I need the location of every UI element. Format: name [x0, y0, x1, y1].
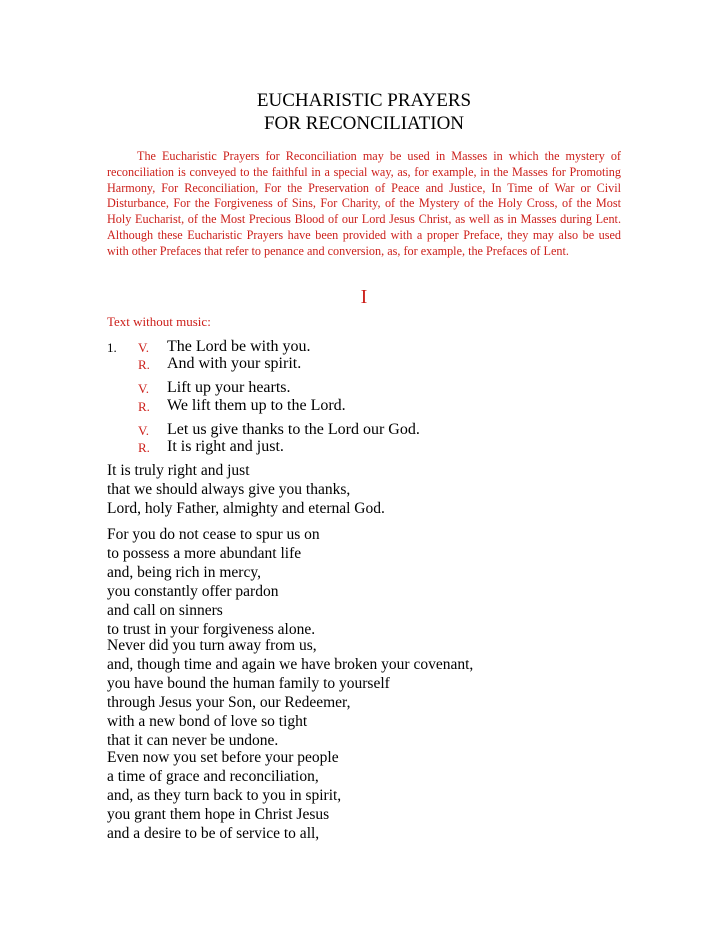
prayer-line: you grant them hope in Christ Jesus: [107, 806, 330, 823]
versicle-label: V.: [138, 423, 149, 438]
prayer-line: to possess a more abundant life: [107, 545, 302, 562]
dialogue-text: We lift them up to the Lord.: [167, 397, 346, 414]
prayer-line: It is truly right and just: [107, 462, 250, 479]
prayer-line: Lord, holy Father, almighty and eternal God.: [107, 500, 385, 517]
document-title-line-2: FOR RECONCILIATION: [263, 113, 465, 134]
dialogue-text: Let us give thanks to the Lord our God.: [167, 421, 420, 438]
prayer-line: and, being rich in mercy,: [107, 564, 261, 581]
text-without-music-label: Text without music:: [107, 314, 211, 329]
prayer-line: and, though time and again we have broken your covenant,: [107, 656, 474, 673]
dialogue-text: And with your spirit.: [167, 355, 302, 372]
prayer-line: and call on sinners: [107, 602, 223, 619]
prayer-line: to trust in your forgiveness alone.: [107, 621, 316, 638]
prayer-line: that it can never be undone.: [107, 732, 279, 749]
prayer-line: and, as they turn back to you in spirit,: [107, 787, 342, 804]
document-title-line-1: EUCHARISTIC PRAYERS: [256, 90, 472, 111]
prayer-stanza: [107, 636, 473, 750]
prayer-stanza: [107, 525, 320, 639]
prayer-line: through Jesus your Son, our Redeemer,: [107, 694, 351, 711]
prayer-line: you have bound the human family to yourself: [107, 675, 390, 692]
section-numeral: I: [360, 286, 368, 308]
prayer-line: Even now you set before your people: [107, 749, 339, 766]
prayer-line: that we should always give you thanks,: [107, 481, 351, 498]
prayer-line: For you do not cease to spur us on: [107, 526, 320, 543]
dialogue-text: It is right and just.: [167, 438, 284, 455]
prayer-stanza: [107, 461, 385, 518]
response-label: R.: [138, 440, 150, 455]
response-label: R.: [138, 357, 150, 372]
prayer-line: a time of grace and reconciliation,: [107, 768, 319, 785]
versicle-label: V.: [138, 381, 149, 396]
prayer-line: you constantly offer pardon: [107, 583, 279, 600]
prayer-line: and a desire to be of service to all,: [107, 825, 320, 842]
dialogue-text: The Lord be with you.: [167, 338, 311, 355]
versicle-label: V.: [138, 340, 149, 355]
prayer-stanza: [107, 748, 341, 843]
dialogue-number: 1.: [107, 340, 117, 355]
intro-rubric-text: The Eucharistic Prayers for Reconciliation may be used in Masses in which the mystery of reconciliation is conveyed to the faithful in a special way, as, for example, in the Masses for Promoting Harmony, For Reconciliation, For the Preservation of Peace and Justice, In Time of War or Civil Disturbance, For the Forgiveness of Sins, For Charity, of the Mystery of the Holy Cross, of the Most Holy Eucharist, of the Most Precious Blood of our Lord Jesus Christ, as well as in Masses during Lent. Although these Eucharistic Prayers have been provided with a proper Preface, they may also be used with other Prefaces that refer to penance and conversion, as, for example, the Prefaces of Lent.: [107, 149, 621, 258]
intro-rubric: [107, 149, 621, 260]
response-label: R.: [138, 399, 150, 414]
dialogue-text: Lift up your hearts.: [167, 379, 291, 396]
prayer-line: Never did you turn away from us,: [107, 637, 317, 654]
prayer-line: with a new bond of love so tight: [107, 713, 308, 730]
